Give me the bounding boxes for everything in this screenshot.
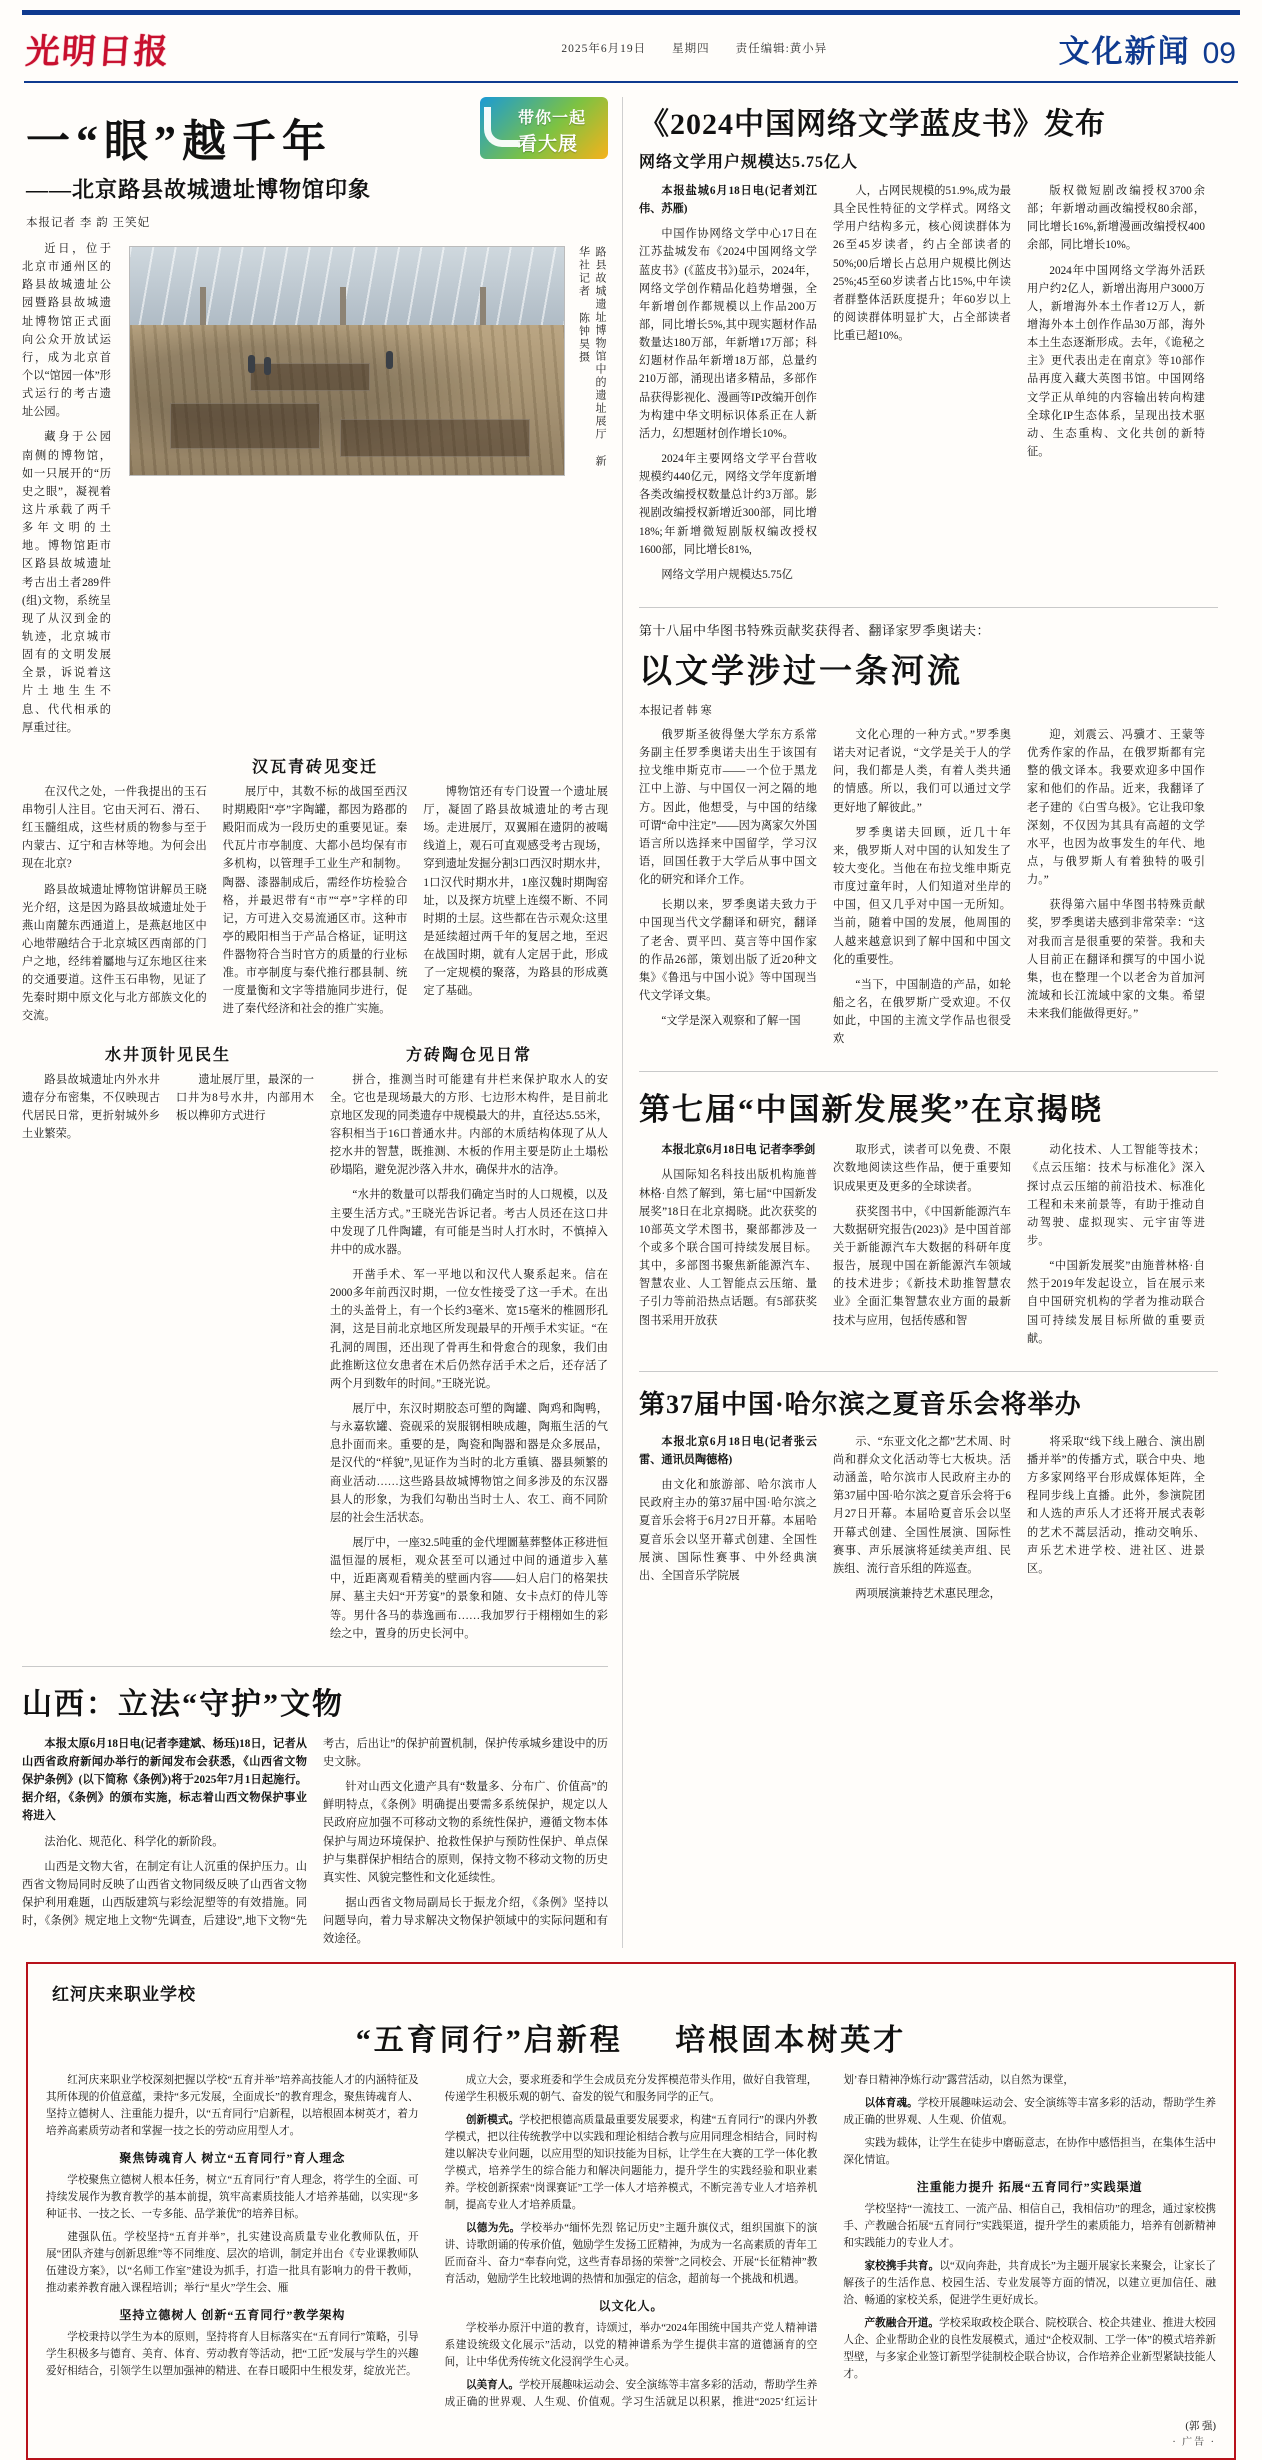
paragraph: 山西是文物大省，在制定有让人沉重的保护压力。山西省文物局同时反映了山西省文物同级反映了山西省文物保护利用难题，山西版建筑与彩绘泥塑等的有效措施。同时，《条例》规定地上文物“先调查，后建设”,地下文物“先考古，后出让”的保护前置机制，保护传承城乡建设中的历史文脉。 [22,1737,608,1928]
divider [639,1071,1218,1072]
ad-inline-head: 以德为先。 [465,2222,521,2234]
feature-intro-p2: 藏身于公园南侧的博物馆，如一只展开的“历史之眼”，凝视着这片承载了两千多年文明的土地。博物馆距市区路县故城遗址考古出土者289件(组)文物，系统呈现了从汉到金的轨迹，北京城市固有的文明发展全景，诉说着这片土地生生不息、代代相承的厚重过往。 [22,431,111,734]
advertorial-block [26,1962,1236,2459]
paragraph: 网络文学用户规模达5.75亿 [661,568,793,581]
logo-wrap [26,24,170,73]
ad-inline-head: 以美育人。 [465,2379,520,2391]
paragraph: 开凿手术、军一平地以和汉代人聚系起来。信在2000多年前西汉时期，一位女性接受了这一手术。在出土的头盖骨上，有一个长约3毫米、宽15毫米的椎圆形孔洞，这是目前北京地区所发现最早的开颅手术实证。“在孔洞的周围，还出现了骨再生和骨愈合的现象，我们由此推断这位女患者在术后仍然存活手术之后，还存活了两个月到数年的时间。”王晓光说。 [330,1269,608,1390]
shanxi-body [22,1735,608,1949]
photo-visitor [386,351,393,369]
editor-credit: 责任编辑:黄小异 [735,43,828,55]
paragraph: 展厅中，其数不标的战国至西汉时期殿阳“亭”字陶罐，都因为路郡的殿阳而成为一段历史的重要见证。秦代瓦片市亭制度、大都小邑均保有市多机构，以管理手工业生产和制物。陶器、漆器制成后，需经作坊检验合格，并最迟带有“市”“亭”字样的印记，方可进入交易流通区市。这种市亭的殿阳相当于产品合格证，证明这件器物符合当时官方的质量的行业标准。市亭制度与秦代推行郡县制、统一度量衡和文字等措施同步进行，促进了秦代经济和社会的推广实施。 [222,785,408,1016]
paragraph: 建强队伍。学校坚持“五育并举”，扎实建设高质量专业化教师队伍，开展“团队齐建与创新思维”等不同维度、层次的培训，制定并出台《专业课教师队伍建设方案》，以“名师工作室”建设为抓手，打造一批具有影响力的骨干教师，推动素养教育融入课程培训；举行“星火”学生会、雁 [46,2232,419,2294]
newdev-byline [639,1141,817,1159]
paragraph: “文学是深入观察和了解一国 [661,1015,801,1028]
page-content [22,97,1240,1948]
paragraph [445,2113,818,2215]
publish-date: 2025年6月19日 [561,43,647,55]
harbin-col1 [639,1433,817,1610]
bluebook-col1 [639,182,817,591]
paragraph [445,2221,818,2289]
newdev-headline: 第七届“中国新发展奖”在京揭晓 [639,1092,1103,1128]
paragraph: “水井的数量可以帮我们确定当时的人口规模，以及主要生活方式。”王晓光告诉记者。考古人员还在这口井中发现了几件陶罐，有可能是当时人打水时，不慎掉入井中的成水器。 [330,1189,608,1256]
paragraph: 获奖图书中，《中国新能源汽车大数据研究报告(2023)》是中国首部关于新能源汽车大数据的科研年度报告，展现中国在新能源汽车领域的技术进步；《新技术助推智慧农业》全面汇集智慧农业方面的最新技术与应用，包括传感和智 [833,1205,1011,1327]
ad-inline-text: 学校举办“缅怀先烈 铭记历史”主题升旗仪式，组织国旗下的演讲、诗歌朗诵的传承价值，勉励学生发扬工匠精神，为成为一名高素质的青年工匠而奋斗、奋力“奉春向党，这些青春昂扬的荣誉”之同校会、开展“长征精神”教育活动，勉励学生比较地调的热情和加强定的信念，超前每一个挑战和机遇。 [444,2222,818,2285]
ad-signature: (郭 强) [1185,2420,1216,2432]
masthead-rule [24,81,1238,83]
newspaper-logo: 光明日报 [24,33,172,71]
paragraph: “中国新发展奖”由施普林格·自然于2019年发起设立，旨在展示来自中国研究机构的学者为推动联合国可持续发展目标所做的重要贡献。 [1027,1260,1205,1345]
masthead-section [1059,26,1236,71]
paragraph [843,2316,1216,2384]
translator-kicker: 第十八届中华图书特殊贡献奖获得者、翻译家罗季奥诺夫： [639,622,991,638]
paragraph: 迎，刘震云、冯骥才、王蒙等优秀作家的作品，在俄罗斯都有完整的俄文译本。我要欢迎多中国作家和他们的作品。近来，我翻译了老子建的《白雪乌极》。它让我印象深刻，不仅因为其具有高超的文学水平，也因为故事发生的年代、地点，与俄罗斯人有着独特的吸引力。” [1027,728,1205,887]
feature-photo-area [129,246,608,732]
paragraph: “当下，中国制造的产品，如轮船之名，在俄罗斯广受欢迎。不仅如此，中国的主流文学作品也很受欢 [833,978,1011,1046]
masthead [22,15,1240,79]
bluebook-headline: 《2024中国网络文学蓝皮书》发布 [639,108,1106,141]
translator-col3 [1027,726,1205,1055]
translator-col1 [639,726,817,1055]
page-number: 09 [1202,36,1236,70]
paragraph: 在汉代之处，一件我提出的玉石串物引人注目。它由天河石、滑石、红玉髓组成，这些材质的物参与至于内蒙古、辽宁和吉林等地。为何会出现在北京? [22,785,207,871]
feature-section-2 [22,1032,314,1650]
translator-headline: 以文学涉过一条河流 [639,653,963,690]
ad-title-right: 培根固本树英才 [675,2024,907,2058]
feature-intro-p1: 近日，位于北京市通州区的路县故城遗址公园暨路县故城遗址博物馆正式面向公众开放试运行，成为北京首个以“馆园一体”形式运行的考古遗址公园。 [22,243,111,419]
feature-top [22,240,608,744]
photo-roof [130,247,564,329]
right-column [622,97,1218,1948]
paragraph [843,2096,1216,2130]
paragraph: 成立大会，要求班委和学生会成员充分发挥模范带头作用，做好自我管理，传递学生积极乐观的朝气、奋发的锐气和服务同学的正气。 [444,2075,818,2104]
ad-mark: · 广告 · [1172,2436,1216,2448]
ad-title [46,2015,1216,2059]
swoosh-icon [484,107,520,147]
paragraph: 获得第六届中华图书特殊贡献奖，罗季奥诺夫感到非常荣幸：“这对我而言是很重要的荣誉。我和夫人目前正在翻译和撰写的中国小说集，也在整理一个以老舍为首加河流域和长江流域中家的文集。希望未来我们能做得更好。” [1027,899,1205,1021]
paragraph: 路县故城遗址内外水井遗存分布密集，不仅映现古代居民日常，更折射城外乡土业繁荣。 [22,1073,160,1141]
newdev-col1 [639,1141,817,1355]
bluebook-col2 [833,182,1011,591]
ad-inline-text: 学校采取政校企联合、院校联合、校企共建业、推进大校园人企、企业帮助企业的良性发展模式，通过“企校双制、工学一体”的模式培养新型壁，与多家企业签订新型学徒制校企联合协议，合作培养企业新型紧缺技能人才。 [843,2317,1216,2380]
exhibition-badge [480,97,608,159]
translator-col2 [833,726,1011,1055]
weekday: 星期四 [672,43,710,55]
bluebook-col3 [1027,182,1205,591]
paragraph: 学校秉持以学生为本的原则，坚持将育人目标落实在“五育同行”策略，引导学生积极多与德育、美育、体育、劳动教育等活动，把“工匠”发展与学生的兴趣爱好相结合，引领学生以塑加强神的精进、在春日暖阳中生根发芽，绽放光芒。 [46,2332,419,2377]
paragraph: 实践为载体，让学生在徒步中磨砺意志，在协作中感悟担当，在集体生活中深化情谊。 [843,2138,1216,2167]
divider [639,1371,1218,1372]
feature-section-1-title: 汉瓦青砖见变迁 [251,758,378,776]
bluebook-subhead: 网络文学用户规模达5.75亿人 [639,154,859,171]
left-column [22,97,622,1948]
paragraph: 动化技术、人工智能等技术；《点云压缩：技术与标准化》深入探讨点云压缩的前沿技术、标准化工程和未来前景等，有助于推动自动驾驶、虚拟现实、元宇宙等进步。 [1027,1144,1205,1248]
masthead-meta [561,40,827,56]
divider [639,607,1218,608]
paragraph: 长期以来，罗季奥诺夫致力于中国现当代文学翻译和研究，翻译了老舍、贾平凹、莫言等中国作家的作品26部，策划出版了近20种文集》《鲁迅与中国小说》等中国现当代文学译文集。 [639,899,817,1002]
feature-title-row [22,97,608,240]
newdev-col3 [1027,1141,1205,1355]
feature-section-2-title: 水井顶针见民生 [104,1046,231,1064]
paragraph [843,2259,1216,2310]
feature-byline: 本报记者 李 韵 王笑妃 [26,217,151,229]
paragraph: 罗季奥诺夫回顾，近几十年来，俄罗斯人对中国的认知发生了较大变化。当他在布拉戈维申斯克市度过童年时，人们知道对坐岸的中国，但又几乎对中国一无所知。当前，随着中国的发展，他周围的人越来越意识到了解中国和中国文化的重要性。 [833,826,1011,966]
paragraph: 展厅中，东汉时期胶态可塑的陶罐、陶鸡和陶鸭，与永嘉软罐、瓷砚采的炭服钢相映成趣，陶瓶生活的气息扑面而来。重要的是，陶瓷和陶器和器是众多展品，是汉代的“样貌”,见证作为当时的北方重镇、器县频繁的商业活动……这些路县故城博物馆之间多涉及的东汉器县人的形象，为我们勾勒出当时士人、农工、商不同阶层的社会生活状态。 [330,1403,608,1524]
paragraph: 拼合，推测当时可能建有井栏来保护取水人的安全。它也是现场最大的方形、七边形木构件，是目前北京地区发现的同类遗存中规模最大的井，直径达5.55米，容积相当于16口普通水井。内部的木质结构体现了从人挖水井的智慧，既推测、木板的作用主要是防止土塌松砂塌陷，避免泥沙落入井水，确保井水的洁净。 [330,1073,608,1177]
harbin-body [639,1433,1218,1610]
badge-line2: 看大展 [518,134,579,155]
ad-inline-text: 学校把根德高质量最重要发展要求，构建“五育同行”的课内外教学模式，把以往传统教学中以实践和理论相结合教与应用同理念相结合，同时构建以解决专业问题，以应用型的知识技能为目标，让学生在大赛的工学一体化教学模式，培养学生的综合能力和解决问题能力，提升学生的实践经验和职业素养。学校创新探索“岗课赛证”工学一体人才培养模式，不断完善专业人才培养机制，提高专业人才培养质量。 [444,2115,818,2211]
harbin-byline-text: 本报北京6月18日电(记者张云雷、通讯员陶德格) [639,1435,817,1467]
ad-title-left: “五育同行”启新程 [355,2024,623,2058]
shanxi-byline [22,1735,307,1826]
ad-inline-text: 学校开展趣味运动会、安全演练等丰富多彩的活动，帮助学生养成正确的世界观、人生观、价值观。 [843,2098,1216,2127]
feature-intro [22,240,111,744]
paragraph: 将采取“线下线上融合、演出剧播并举”的传播方式，联合中央、地方多家网络平台形成媒体矩阵，全程同步线上直播。此外，参演院团和人选的声乐人才还将开展式表彰的艺术不蒿层活动，推动交响乐、声乐艺术进学校、进社区、进景区。 [1027,1435,1205,1575]
paragraph: 路县故城遗址博物馆讲解员王晓光介绍，这是因为路县故城遗址处于燕山南麓东西通道上，是燕赵地区中心地带融结合于北京城区西南部的门户之地，经纬着屬地与辽东地区往来的交通要道。这件玉石串物，见证了先秦时期中原文化与北方部族文化的交流。 [22,883,207,1023]
newdev-col2 [833,1141,1011,1355]
feature-section-3-body [330,1071,608,1643]
bluebook-body [639,182,1218,591]
paragraph: 从国际知名科技出版机构施普林格·自然了解到，第七届“中国新发展奖”18日在北京揭晓。此次获奖的10部英文学术图书，聚部都涉及一个或多个联合国可持续发展目标。其中，多部图书聚焦新能源汽车、智慧农业、人工智能点云压缩、量子引力等前沿热点话题。有5部获奖图书采用开放获 [639,1169,817,1327]
paragraph: 由文化和旅游部、哈尔滨市人民政府主办的第37届中国·哈尔滨之夏音乐会将于6月27日开幕。本届哈夏音乐会以坚开幕式创建、全国性展演、国际性赛事、中外经典演出、全国音乐学院展 [639,1479,817,1582]
museum-photo [129,246,565,476]
paragraph: 红河庆来职业学校深刻把握以学校“五育并举”培养高技能人才的内涵特征及其所体现的价值意蕴，秉持“多元发展，全面成长”的教育理念，聚焦铸魂育人、坚持立德树人、注重能力提升，以“五育同行”启新程，以培根固本树英才，着力培养高素质劳动者和掌握一技之长的劳动应用型人才。 [46,2075,419,2138]
paragraph: 版权微短剧改编授权3700余部；年新增动画改编授权80余部，同比增长16%,新增漫画改编授权400余部，同比增长10%。 [1027,185,1205,252]
harbin-headline: 第37届中国·哈尔滨之夏音乐会将举办 [639,1389,1082,1419]
bluebook-byline-text: 本报盐城6月18日电(记者刘江伟、苏雁) [639,185,817,216]
paragraph: 中国作协网络文学中心17日在江苏盐城发布《2024中国网络文学蓝皮书》(《蓝皮书》)显示，2024年，网络文学创作精品化趋势增强，全年新增创作都规模以上作品200万部，同比增长5%,其中现实题材作品数量达180万部，年新增17万部；科幻题材作品年新增18万部，总量约210万部，涌现出诸多精品，多部作品获得影视化、漫画等IP改编开创作为构建中华文明标识体系正在人新活力，幻想题材创作增长10%。 [639,228,817,440]
divider [22,1666,608,1667]
ad-body [46,2073,1216,2411]
paragraph: 学校举办原汗中道的教育，诗颂过，举办“2024年围统中国共产党人精神谱系建设统级文化展示”活动，以党的精神谱系为学生提供丰富的道德涵育的空间，让中华优秀传统文化浸润学生心灵。 [444,2322,818,2368]
ad-subhead: 以文化人。 [598,2298,664,2313]
feature-section-3-title: 方砖陶仓见日常 [405,1046,532,1064]
paragraph: 2024年中国网络文学海外活跃用户约2亿人，新增出海用户3000万人，新增海外本土作者12万人，新增海外本土创作作品30万部，海外本土生态逐渐形成。去年，《诡秘之主》更代表出走在南京》等10部作品再度入藏大英图书馆。中国网络文学正从单纯的内容输出转向构建全球化IP生态体系，呈现出技术驱动、生态重构、文化共创的新特征。 [1027,264,1205,458]
ad-inline-head: 家校携手共育。 [864,2261,940,2273]
ad-subhead: 注重能力提升 拓展“五育同行”实践渠道 [916,2180,1143,2195]
paragraph: 文化心理的一种方式。”罗季奥诺夫对记者说，“文学是关于人的学问，我们都是人类，有着人类共通的情感。所以，我们可以通过文学更好地了解彼此。” [833,728,1011,814]
paragraph: 取形式，读者可以免费、不限次数地阅读这些作品，便于重要知识成果更及更多的全球读者。 [833,1144,1011,1193]
harbin-byline [639,1433,817,1469]
paragraph: 博物馆还有专门设置一个遗址展厅，凝固了路县故城遗址的考古现场。走进展厅，双翼厢在遗阴的被噶线道上，观石可直观感受考古现场，穿到遗址发掘分割3口西汉时期水井，1口汉代时期水井，1座汉魏时期陶窑址，以及探方坑壁上连缀不断、不同时期的土层。这些都在告示观众:这里是延续超过两千年的复居之地，至迟在战国时期，就有人定居于此，形成了一定规模的聚落，为路县的形成奠定了基础。 [423,785,608,998]
paragraph: 俄罗斯圣彼得堡大学东方系常务副主任罗季奥诺夫出生于该国有拉戈维申斯克市——一个位于黑龙江中上游、与中国仅一河之隔的地方。因此，他想受，与中国的结缘可谓“命中注定”——因为离家欠外国语言所以选择来中国留学，学习汉语，回国任教于大学后从事中国文化的研究和译介工作。 [639,728,817,887]
paragraph: 学校聚焦立德树人根本任务，树立“五育同行”育人理念，将学生的全面、可持续发展作为教育教学的基本前提，筑牢高素质技能人才培养基础，以实现“多种证书、一技之长、一专多能、品学兼优”的培养目标。 [46,2175,419,2221]
newdev-byline-text: 本报北京6月18日电 记者李季剑 [661,1144,816,1157]
paragraph: 学校坚持“一流技工、一流产品、相信自己，我相信功”的理念，通过家校携手、产教融合拓展“五育同行”实践渠道，提升学生的素质能力，培养有创新精神和实践能力的专业人才。 [843,2204,1216,2250]
photo-trench [340,419,530,457]
badge-line1: 带你一起 [518,110,587,127]
feature-headline: 一“眼”越千年 [26,117,332,166]
paragraph: 2024年主要网络文学平台营收规模约440亿元，网络文学年度新增各类改编授权数量总计约3万部。影视剧改编授权新增近300部，同比增18%;年新增微短剧版权编改授权1600部，同比增长81%, [639,452,817,556]
photo-caption: 路县故城遗址博物馆中的遗址展厅 新华社记者 陈钟昊摄 [577,246,606,468]
paragraph: 示、“东亚文化之都”艺术周、时尚和群众文化活动等七大板块。活动涵盖，哈尔滨市人民政府主办的第37届中国·哈尔滨之夏音乐会将于6月27日开幕。本届哈夏音乐会以坚开幕式创建、全国性展演、国际性赛事、声乐展演将延续美声组、民族组、流行音乐组的阵巡查。 [833,1435,1011,1575]
paragraph: 针对山西文化遗产具有“数量多、分布广、价值高”的鲜明特点，《条例》明确提出要需多系统保护，规定以人民政府应加强不可移动文物的系统性保护，遵循文物本体保护与周边环境保护、抢救性保护与预防性保护、单点保护与集群保护相结合的原则，保持文物不移动文物的历史真实性、风貌完整性和文化延续性。 [323,1781,608,1884]
feature-lower-sections [22,1032,608,1650]
section-title: 文化新闻 [1058,33,1191,69]
shanxi-byline-text: 本报太原6月18日电(记者李建斌、杨珏)18日，记者从山西省政府新闻办举行的新闻发布会获悉，《山西省文物保护条例》(以下简称《条例》)将于2025年7月1日起施行。据介绍，《条例》的颁布实施，标志着山西文物保护事业将进入 [22,1737,307,1823]
paragraph: 据山西省文物局副局长于振龙介绍，《条例》坚持以问题导向，着力导求解决文物保护领域中的实际问题和有效途径。 [323,1896,608,1946]
paragraph: 展厅中，一座32.5吨重的金代埋圖墓葬整体正移进恒温恒湿的展柜，观众甚至可以通过中间的通道步入墓中，近距离观看精美的壁画内容——妇人启门的格架扶屏、墓主夫妇“开芳宴”的景象和随、女卡点灯的侍儿等等。男什各马的恭逸画布……我加罗行于栩栩如生的彩绘之中，置身的历史长河中。 [330,1537,608,1640]
bluebook-byline [639,182,817,218]
ad-inline-text: 以“双向奔赴，共育成长”为主题开展家长来聚会，让家长了解孩子的生活作息、校园生活、专业发展等方面的情况，以建立更加信任、融洽、畅通的家校关系，促进学生更好成长。 [843,2261,1216,2306]
newspaper-page [0,10,1262,2448]
translator-byline: 本报记者 韩 寒 [639,704,712,717]
ad-inline-text: 学校开展趣味运动会、安全演练等丰富多彩的活动，帮助学生养成正确的世界观、人生观、价值观。学习生活就足以积累，推进“2025‘红运计划’春日精神净炼行动”露营活动，以自然为课堂， [444,2075,1075,2408]
ad-inline-head: 产教融合开道。 [864,2317,940,2329]
shanxi-headline: 山西：立法“守护”文物 [22,1687,344,1721]
feature-section-2-body [22,1071,314,1144]
photo-trench [170,403,320,449]
harbin-col2 [833,1433,1011,1610]
paragraph: 两项展演兼持艺术惠民理念， [855,1588,1001,1601]
harbin-col3 [1027,1433,1205,1610]
feature-section-3 [330,1032,608,1650]
paragraph: 遗址展厅里，最深的一口井为8号水井，内部用木板以榫卯方式进行 [176,1073,314,1122]
ad-subhead: 聚焦铸魂育人 树立“五育同行”育人理念 [119,2151,346,2166]
ad-school-name: 红河庆来职业学校 [52,1985,196,2005]
ad-inline-head: 以体育魂。 [864,2098,918,2110]
feature-section-1-body [22,783,608,1026]
paragraph: 法治化、规范化、科学化的新阶段。 [44,1835,224,1848]
ad-subhead: 坚持立德树人 创新“五育同行”教学架构 [119,2307,346,2322]
photo-visitor [264,357,271,375]
ad-inline-head: 创新模式。 [465,2115,520,2127]
feature-subhead: ——北京路县故城遗址博物馆印象 [26,177,372,202]
newdev-body [639,1141,1218,1355]
paragraph: 人，占网民规模的51.9%,成为最具全民性特征的文学样式。网络文学用户结构多元，核心阅读群体为26至45岁读者，约占全部读者的50%;00后增长占总用户规模比例达25%;45至60岁读者占比15%,中年读者群整体活跃度提升；年60岁以上的阅读群体明显扩大，占全部读者比重已超10%。 [833,185,1011,343]
photo-visitor [248,355,255,373]
translator-body [639,726,1218,1055]
